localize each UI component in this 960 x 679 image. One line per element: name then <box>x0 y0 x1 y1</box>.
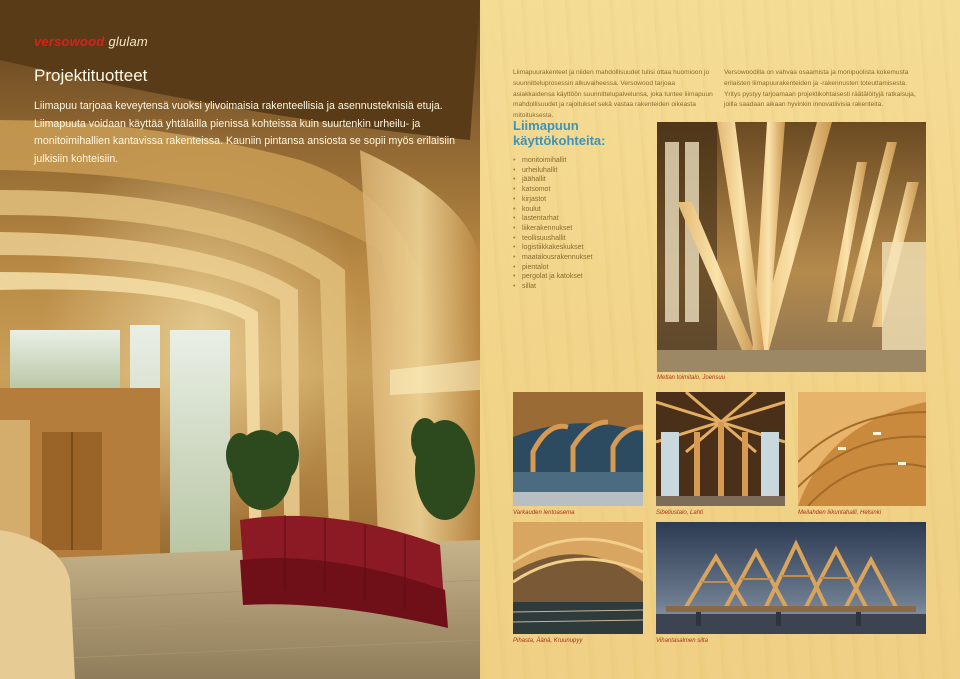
photo-pool <box>513 522 643 634</box>
list-item: • kirjastot <box>513 195 592 205</box>
brand-product: glulam <box>108 34 148 49</box>
caption-bridge: Vihantasalmen silta <box>656 638 708 644</box>
photo-bridge <box>656 522 926 634</box>
page-title: Projektituotteet <box>34 66 148 85</box>
list-item: • katsomot <box>513 185 592 195</box>
intro-paragraph-1: Liimapuurakenteet ja niiden mahdollisuudet tulisi ottaa huomioon jo suunnitteluprosessin alkuvaiheessa. Versowood tarjoaa asiakkaidensa käyttöön suunnittelupalvelunsa, joka tuntee liimapuun mahdollisuudet ja rajoitukset sekä vastaa rakenteiden oikeasta mitoituksesta. <box>513 69 713 120</box>
brand-logo <box>34 34 148 49</box>
photo-rink <box>798 392 926 506</box>
intro-paragraph-2: Versowoodilla on vahvaa osaamista ja monipuolista kokemusta erilaisten liimapuurakenteiden ja -rakennusten toteuttamisesta. Yritys pystyy tarjoamaan projektikohtaisesti räätälöityjä ratkaisuja, joilla saadaan aikaan hyvinkin innovatiivisia rakenteita. <box>724 69 916 109</box>
caption-terminal: Varkauden lentoasema <box>513 510 575 516</box>
caption-pool: Pihasta, Äänä, Kruunupyy <box>513 638 583 644</box>
list-item: • maatalousrakennukset <box>513 253 592 263</box>
uses-list <box>513 156 592 292</box>
caption-rink: Meilahden liikuntahalli, Helsinki <box>798 510 882 516</box>
uses-heading: Liimapuun käyttökohteita: <box>513 118 606 148</box>
list-item: • koulut <box>513 205 592 215</box>
list-item: • urheiluhallit <box>513 166 592 176</box>
list-item: • pientalot <box>513 263 592 273</box>
list-item: • pergolat ja katokset <box>513 272 592 282</box>
photo-terminal <box>513 392 643 506</box>
caption-hall: Sibeliustalo, Lahti <box>656 510 704 516</box>
list-item: • logistiikkakeskukset <box>513 243 592 253</box>
list-item: • monitoimihallit <box>513 156 592 166</box>
brand-name: versowood <box>34 34 105 49</box>
list-item: • jäähallit <box>513 175 592 185</box>
hero-paragraph: Liimapuu tarjoaa keveytensä vuoksi ylivoimaisia rakenteellisia ja asennusteknisiä etuja. Liimapuuta voidaan käyttää yhtälailla pienissä kohteissa kuin suurtenkin urheilu- ja monitoimihallien kantavissa rakenteissa. Kauniin pintansa ansiosta se sopii myös erilaisiin julkisiin kohteisiin. <box>34 100 456 165</box>
photo-metla <box>657 122 926 372</box>
photo-hall <box>656 392 785 506</box>
list-item: • sillat <box>513 282 592 292</box>
list-item: • lastentarhat <box>513 214 592 224</box>
list-item: • liikerakennukset <box>513 224 592 234</box>
caption-metla: Metlan toimitalo, Joensuu <box>657 375 726 381</box>
list-item: • teollisuushallit <box>513 234 592 244</box>
content-page <box>480 0 960 679</box>
